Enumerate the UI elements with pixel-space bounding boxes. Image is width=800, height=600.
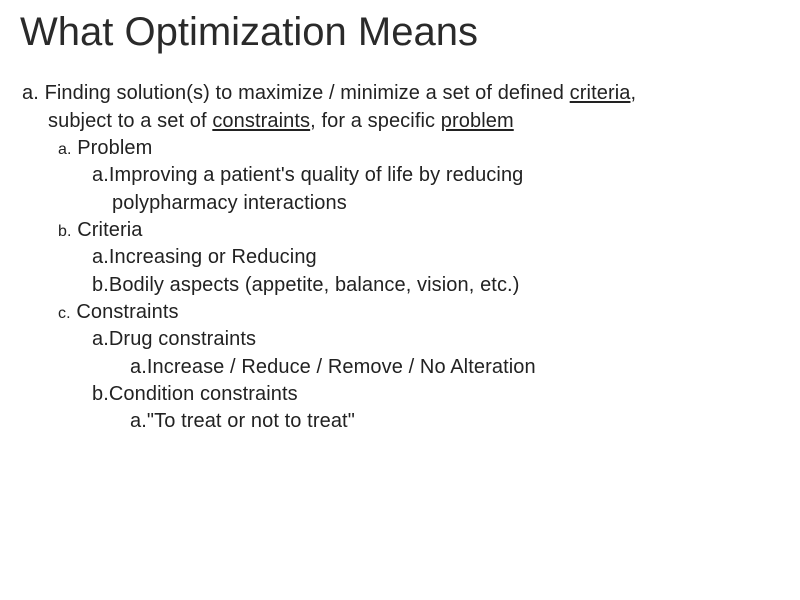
- criteria-underlined: criteria: [569, 82, 631, 104]
- problem-underlined: problem: [440, 110, 514, 132]
- condition-item-text: "To treat or not to treat": [146, 410, 355, 432]
- drug-constraints-marker: a.: [92, 328, 109, 350]
- problem-item-a-marker: a.: [92, 164, 109, 186]
- bullet-a-line2-middle: , for a specific: [310, 110, 441, 132]
- bullet-a-text-prefix: Finding solution(s) to maximize / minimize a set of defined: [44, 82, 570, 104]
- condition-constraints-item: [130, 408, 355, 435]
- condition-constraints: [92, 381, 298, 408]
- drug-item-text: Increase / Reduce / Remove / No Alteration: [146, 356, 536, 378]
- condition-item-marker: a.: [130, 410, 147, 432]
- criteria-item-b-text: Bodily aspects (appetite, balance, vision, etc.): [108, 274, 520, 296]
- drug-constraints: [92, 326, 256, 353]
- drug-constraints-item: [130, 354, 536, 381]
- slide-title: What Optimization Means: [20, 10, 478, 54]
- criteria-item-b: [92, 272, 519, 299]
- constraints-marker: c.: [58, 305, 71, 322]
- problem-item-a-text2: polypharmacy interactions: [112, 192, 347, 214]
- bullet-a-text-suffix: ,: [630, 82, 637, 104]
- problem-marker: a.: [58, 141, 72, 158]
- problem-item-a-line1: [92, 162, 523, 189]
- criteria-item-a-text: Increasing or Reducing: [108, 246, 317, 268]
- criteria-item-a: [92, 244, 317, 271]
- condition-constraints-marker: b.: [92, 383, 109, 405]
- criteria-item-b-marker: b.: [92, 274, 109, 296]
- bullet-a-marker: a.: [22, 82, 39, 104]
- criteria-label: Criteria: [77, 219, 143, 241]
- bullet-a-line2-prefix: subject to a set of: [48, 110, 213, 132]
- bullet-a-line1: [22, 80, 636, 107]
- criteria-item-a-marker: a.: [92, 246, 109, 268]
- condition-constraints-label: Condition constraints: [108, 383, 298, 405]
- sub-bullet-criteria: [58, 217, 142, 245]
- constraints-label: Constraints: [76, 301, 179, 323]
- drug-item-marker: a.: [130, 356, 147, 378]
- sub-bullet-problem: [58, 135, 152, 163]
- drug-constraints-label: Drug constraints: [108, 328, 257, 350]
- sub-bullet-constraints: [58, 299, 179, 327]
- constraints-underlined: constraints: [212, 110, 311, 132]
- problem-item-a-line2: [112, 190, 347, 217]
- criteria-marker: b.: [58, 223, 72, 240]
- problem-label: Problem: [77, 137, 153, 159]
- bullet-a-line2: [48, 108, 514, 135]
- problem-item-a-text1: Improving a patient's quality of life by reducing: [108, 164, 524, 186]
